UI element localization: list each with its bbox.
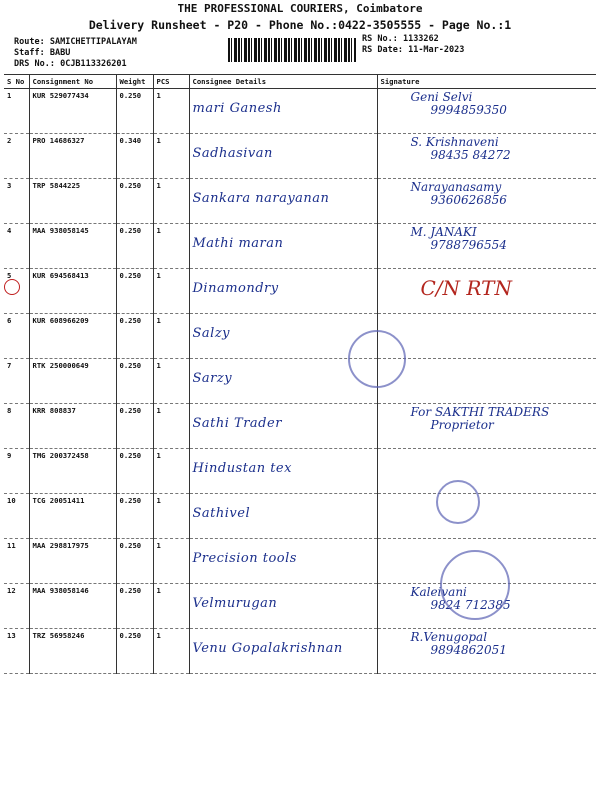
sno-cell: 6 bbox=[7, 316, 12, 325]
weight-cell: 0.250 bbox=[116, 89, 153, 134]
weight-cell: 0.250 bbox=[116, 269, 153, 314]
route-value: SAMICHETTIPALAYAM bbox=[49, 37, 137, 47]
weight-cell: 0.250 bbox=[116, 449, 153, 494]
signature-cell bbox=[377, 134, 596, 179]
consignment-cell: TRP 5844225 bbox=[29, 179, 116, 224]
table-row bbox=[4, 629, 596, 674]
signature-cell bbox=[377, 269, 596, 314]
consignee-cell bbox=[189, 449, 377, 494]
consignment-cell: MAA 938058146 bbox=[29, 584, 116, 629]
signature-name: S. Krishnaveni bbox=[410, 135, 499, 149]
table-row bbox=[4, 269, 596, 314]
weight-cell: 0.250 bbox=[116, 539, 153, 584]
table-row bbox=[4, 134, 596, 179]
consignment-cell: KUR 694568413 bbox=[29, 269, 116, 314]
consignee-handwriting: Hindustan tex bbox=[192, 461, 292, 476]
signature-name: M. JANAKI bbox=[410, 225, 477, 239]
table-row bbox=[4, 314, 596, 359]
sno-cell: 3 bbox=[7, 181, 12, 190]
col-signature: Signature bbox=[377, 75, 596, 89]
consignee-handwriting: Sarzy bbox=[192, 371, 233, 386]
signature-cell bbox=[377, 314, 596, 359]
weight-cell: 0.250 bbox=[116, 224, 153, 269]
consignee-cell bbox=[189, 269, 377, 314]
consignee-handwriting: Dinamondry bbox=[192, 281, 279, 296]
consignment-cell: KRR 808837 bbox=[29, 404, 116, 449]
weight-cell: 0.250 bbox=[116, 494, 153, 539]
rs-no-line bbox=[362, 34, 439, 44]
signature-phone: Proprietor bbox=[430, 418, 494, 432]
consignment-cell: PRO 14686327 bbox=[29, 134, 116, 179]
drs-value: 0CJB113326201 bbox=[60, 59, 127, 69]
consignee-handwriting: Salzy bbox=[192, 326, 231, 341]
consignment-cell: RTK 250000649 bbox=[29, 359, 116, 404]
weight-cell: 0.340 bbox=[116, 134, 153, 179]
weight-cell: 0.250 bbox=[116, 629, 153, 674]
consignment-cell: KUR 529077434 bbox=[29, 89, 116, 134]
sno-cell: 8 bbox=[7, 406, 12, 415]
route-label: Route: bbox=[14, 37, 45, 47]
signature-name: Narayanasamy bbox=[410, 180, 502, 194]
pcs-cell: 1 bbox=[153, 314, 189, 359]
table-row bbox=[4, 404, 596, 449]
consignment-cell: TCG 20051411 bbox=[29, 494, 116, 539]
pcs-cell: 1 bbox=[153, 629, 189, 674]
consignee-cell bbox=[189, 89, 377, 134]
col-sno: S No bbox=[7, 77, 25, 86]
sno-cell: 10 bbox=[7, 496, 16, 505]
route-line bbox=[14, 37, 137, 47]
row-5-circle-mark bbox=[4, 279, 20, 295]
weight-cell: 0.250 bbox=[116, 404, 153, 449]
consignee-handwriting: Velmurugan bbox=[192, 596, 278, 611]
col-consignment: Consignment No bbox=[29, 75, 116, 89]
weight-cell: 0.250 bbox=[116, 584, 153, 629]
table-row bbox=[4, 89, 596, 134]
pcs-cell: 1 bbox=[153, 584, 189, 629]
signature-cell bbox=[377, 494, 596, 539]
sno-cell: 13 bbox=[7, 631, 16, 640]
consignee-cell bbox=[189, 629, 377, 674]
staff-line bbox=[14, 48, 70, 58]
table-row bbox=[4, 179, 596, 224]
consignee-handwriting: mari Ganesh bbox=[192, 101, 282, 116]
sno-cell: 2 bbox=[7, 136, 12, 145]
col-consignee: Consignee Details bbox=[189, 75, 377, 89]
weight-cell: 0.250 bbox=[116, 359, 153, 404]
consignment-cell: MAA 938058145 bbox=[29, 224, 116, 269]
consignee-handwriting: Sankara narayanan bbox=[192, 191, 330, 206]
signature-phone: 9994859350 bbox=[430, 103, 507, 117]
signature-phone: 98435 84272 bbox=[430, 148, 511, 162]
pcs-cell: 1 bbox=[153, 89, 189, 134]
precision-tools-seal-stamp bbox=[440, 550, 510, 620]
rs-date-label: RS Date: bbox=[362, 45, 403, 55]
sno-cell: 7 bbox=[7, 361, 12, 370]
signature-phone: 9788796554 bbox=[430, 238, 507, 252]
drs-line bbox=[14, 59, 127, 69]
sno-cell: 9 bbox=[7, 451, 12, 460]
consignment-cell: TRZ 56958246 bbox=[29, 629, 116, 674]
consignee-handwriting: Venu Gopalakrishnan bbox=[192, 641, 343, 656]
consignee-handwriting: Sadhasivan bbox=[192, 146, 273, 161]
consignee-cell bbox=[189, 179, 377, 224]
weight-cell: 0.250 bbox=[116, 179, 153, 224]
signature-name: R.Venugopal bbox=[410, 630, 488, 644]
signature-name: Geni Selvi bbox=[410, 90, 473, 104]
company-seal-stamp bbox=[348, 330, 406, 388]
sno-cell: 12 bbox=[7, 586, 16, 595]
pcs-cell: 1 bbox=[153, 224, 189, 269]
rs-date-value: 11-Mar-2023 bbox=[408, 45, 465, 55]
consignee-cell bbox=[189, 134, 377, 179]
drs-label: DRS No.: bbox=[14, 59, 55, 69]
consignee-handwriting: Sathivel bbox=[192, 506, 251, 521]
consignee-cell bbox=[189, 224, 377, 269]
signature-phone: 9894862051 bbox=[430, 643, 507, 657]
consignment-cell: TMG 200372458 bbox=[29, 449, 116, 494]
pcs-cell: 1 bbox=[153, 404, 189, 449]
staff-label: Staff: bbox=[14, 48, 45, 58]
rs-no-label: RS No.: bbox=[362, 34, 398, 44]
signature-cell bbox=[377, 224, 596, 269]
sno-cell: 5 bbox=[7, 271, 12, 280]
signature-name: For SAKTHI TRADERS bbox=[410, 405, 550, 419]
signature-cell bbox=[377, 359, 596, 404]
signature-cell bbox=[377, 179, 596, 224]
runsheet-title: Delivery Runsheet - P20 - Phone No.:0422-3505555 - Page No.:1 bbox=[88, 18, 512, 32]
consignee-cell bbox=[189, 404, 377, 449]
col-weight: Weight bbox=[116, 75, 153, 89]
consignee-handwriting: Precision tools bbox=[192, 551, 297, 566]
table-row bbox=[4, 359, 596, 404]
signature-name: Kaleivani bbox=[410, 585, 467, 599]
table-row bbox=[4, 224, 596, 269]
pcs-cell: 1 bbox=[153, 449, 189, 494]
pcs-cell: 1 bbox=[153, 269, 189, 314]
signature-name: C/N RTN bbox=[420, 276, 512, 300]
sno-cell: 1 bbox=[7, 91, 12, 100]
table-row bbox=[4, 494, 596, 539]
pcs-cell: 1 bbox=[153, 539, 189, 584]
signature-cell bbox=[377, 449, 596, 494]
consignment-cell: MAA 298817975 bbox=[29, 539, 116, 584]
consignee-handwriting: Mathi maran bbox=[192, 236, 284, 251]
pcs-cell: 1 bbox=[153, 134, 189, 179]
consignee-cell bbox=[189, 584, 377, 629]
pcs-cell: 1 bbox=[153, 359, 189, 404]
rs-date-line bbox=[362, 45, 464, 55]
consignee-handwriting: Sathi Trader bbox=[192, 416, 282, 431]
signature-phone: 9360626856 bbox=[430, 193, 507, 207]
pcs-cell: 1 bbox=[153, 179, 189, 224]
barcode bbox=[228, 38, 356, 62]
table-header-row bbox=[4, 75, 596, 89]
consignment-cell: KUR 608966209 bbox=[29, 314, 116, 359]
signature-cell bbox=[377, 89, 596, 134]
rs-no-value: 1133262 bbox=[402, 34, 439, 44]
signature-cell bbox=[377, 404, 596, 449]
pcs-cell: 1 bbox=[153, 494, 189, 539]
signature-cell bbox=[377, 629, 596, 674]
sno-cell: 11 bbox=[7, 541, 16, 550]
round-seal-stamp bbox=[436, 480, 480, 524]
staff-value: BABU bbox=[49, 48, 71, 58]
sno-cell: 4 bbox=[7, 226, 12, 235]
table-row bbox=[4, 449, 596, 494]
col-pcs: PCS bbox=[153, 75, 189, 89]
signature-phone: 9824 712385 bbox=[430, 598, 511, 612]
company-title: THE PROFESSIONAL COURIERS, Coimbatore bbox=[177, 2, 423, 15]
weight-cell: 0.250 bbox=[116, 314, 153, 359]
consignee-cell bbox=[189, 539, 377, 584]
consignee-cell bbox=[189, 494, 377, 539]
